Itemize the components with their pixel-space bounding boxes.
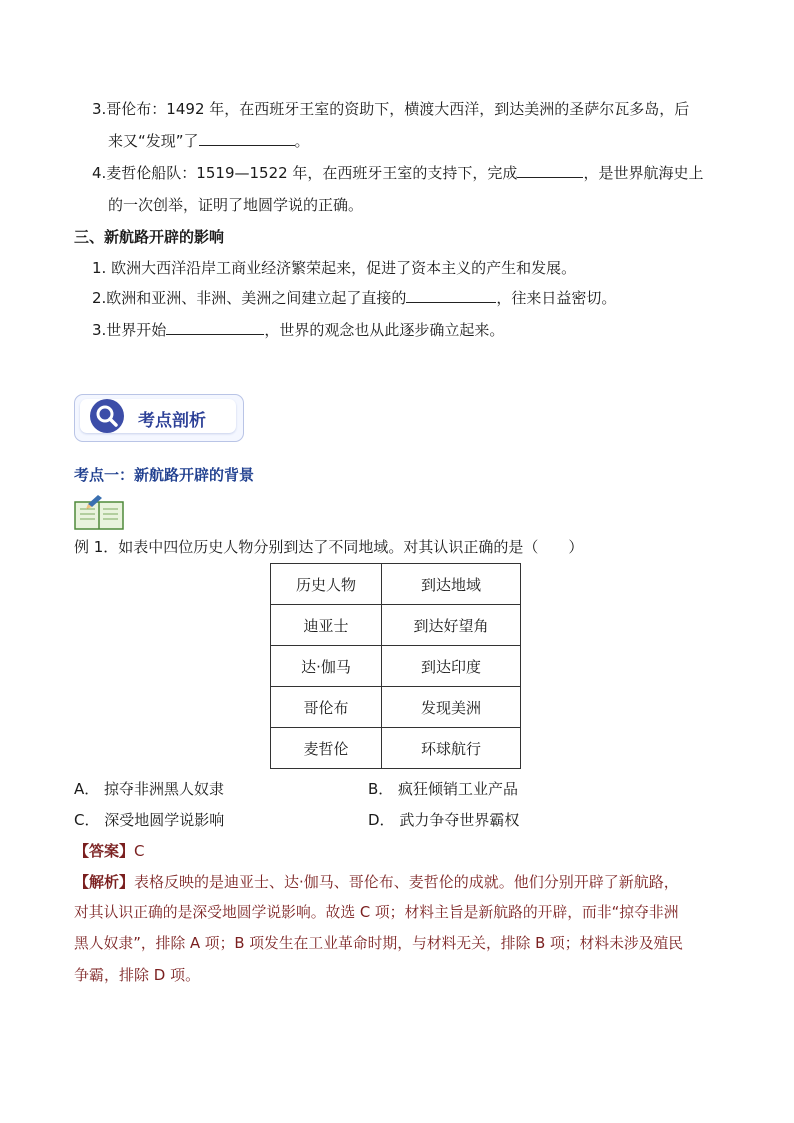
table-cell: 达·伽马 — [271, 646, 382, 687]
option-b[interactable]: B． 疯狂倾销工业产品 — [368, 780, 519, 798]
table-cell: 发现美洲 — [382, 687, 521, 728]
table-cell: 麦哲伦 — [271, 728, 382, 769]
section-heading: 三、新航路开辟的影响 — [74, 228, 225, 246]
answer — [74, 840, 145, 862]
option-d[interactable]: D． 武力争夺世界霸权 — [368, 811, 520, 829]
table-row — [271, 605, 521, 646]
fill-blank[interactable] — [166, 319, 264, 335]
option-a[interactable]: A． 掠夺非洲黑人奴隶 — [74, 780, 225, 798]
table-header: 历史人物 — [271, 564, 382, 605]
fill-blank[interactable] — [517, 162, 583, 178]
table-cell: 到达好望角 — [382, 605, 521, 646]
table-row — [271, 687, 521, 728]
history-table — [270, 563, 521, 769]
item4-line1: 4.麦哲伦船队：1519—1522 年，在西班牙王室的支持下，完成 ，是世界航海史上 — [92, 164, 704, 182]
fill-blank[interactable] — [199, 130, 295, 146]
example-question: 例 1．如表中四位历史人物分别到达了不同地域。对其认识正确的是（ ） — [74, 538, 584, 556]
table-row — [271, 728, 521, 769]
table-row — [271, 646, 521, 687]
item3-line1: 3.哥伦布：1492 年，在西班牙王室的资助下，横渡大西洋，到达美洲的圣萨尔瓦多岛，后 — [92, 100, 690, 118]
table-header: 到达地域 — [382, 564, 521, 605]
answer-value: C — [134, 842, 145, 860]
analysis-line-3: 黑人奴隶”，排除 A 项；B 项发生在工业革命时期，与材料无关，排除 B 项；材料未涉及殖民 — [74, 935, 684, 952]
badge-label: 考点剖析 — [138, 411, 206, 431]
table-cell: 哥伦布 — [271, 687, 382, 728]
item4-line2: 的一次创举，证明了地圆学说的正确。 — [108, 196, 364, 214]
section3-point-3: 3.世界开始 ，世界的观念也从此逐步确立起来。 — [92, 321, 505, 339]
table-cell: 迪亚士 — [271, 605, 382, 646]
option-c[interactable]: C． 深受地圆学说影响 — [74, 811, 225, 829]
analysis-line-2: 对其认识正确的是深受地圆学说影响。故选 C 项；材料主旨是新航路的开辟，而非“掠夺非洲 — [74, 904, 679, 921]
analysis-line-4: 争霸，排除 D 项。 — [74, 966, 201, 984]
fill-blank[interactable] — [406, 287, 496, 303]
section3-point-1: 1. 欧洲大西洋沿岸工商业经济繁荣起来，促进了资本主义的产生和发展。 — [92, 259, 577, 277]
section3-point-2: 2.欧洲和亚洲、非洲、美洲之间建立起了直接的 ，往来日益密切。 — [92, 289, 617, 307]
item3-line2: 来又“发现”了 。 — [108, 132, 310, 150]
table-header-row — [271, 564, 521, 605]
kaodian-title: 考点一：新航路开辟的背景 — [74, 466, 255, 484]
analysis-line-1: 【解析】表格反映的是迪亚士、达·伽马、哥伦布、麦哲伦的成就。他们分别开辟了新航路， — [74, 873, 679, 891]
table-cell: 到达印度 — [382, 646, 521, 687]
section-badge — [74, 394, 244, 442]
analysis-label: 【解析】 — [74, 873, 135, 891]
search-icon — [90, 399, 124, 433]
table-cell: 环球航行 — [382, 728, 521, 769]
book-pencil-icon — [74, 494, 124, 534]
answer-label: 【答案】 — [74, 842, 135, 860]
